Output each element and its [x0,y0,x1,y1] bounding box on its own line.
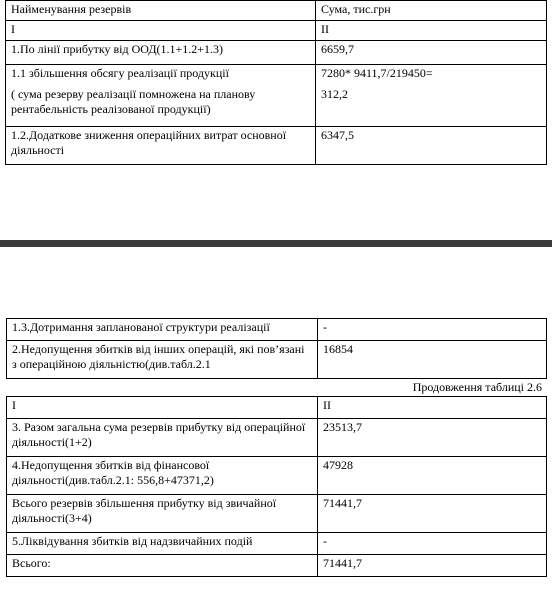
row-value: 23513,7 [318,419,547,457]
row-label: Всього резервів збільшення прибутку від звичайної діяльності(3+4) [7,495,318,533]
row-value: - [318,533,547,555]
roman-numeral-row [6,21,547,41]
table-row [7,419,547,457]
roman-numeral-row [7,397,547,419]
row-value-cell [316,65,547,127]
table-row [7,533,547,555]
row-value-result: 312,2 [321,87,348,101]
row-value: - [318,319,547,341]
table-row [6,65,547,127]
row-label: 1.3.Дотримання запланованої структури реалізації [7,319,318,341]
header-reserve-name: Найменування резервів [6,1,316,21]
roman-col1: І [7,397,318,419]
row-label: 3. Разом загальна сума резервів прибутку від операційної діяльності(1+2) [7,419,318,457]
row-value: 47928 [318,457,547,495]
row-label: 2.Недопущення збитків від інших операцій, які пов’язані з операційною діяльністю(див.табл.2.1 [7,341,318,379]
header-amount: Сума, тис.грн [316,1,547,21]
table-row [7,457,547,495]
row-value: 71441,7 [318,495,547,533]
row-value: 6347,5 [316,127,547,165]
table-row [6,127,547,165]
table-row [7,341,547,379]
table-row [7,495,547,533]
row-value: 16854 [318,341,547,379]
table-header-row [6,1,547,21]
roman-col2: ІІ [318,397,547,419]
table-continuation-caption: Продовження таблиці 2.6 [412,380,542,394]
row-label: 1.По лінії прибутку від ООД(1.1+1.2+1.3) [6,41,316,65]
table-row [7,319,547,341]
total-label: Всього: [7,555,318,577]
row-label-cell [6,65,316,127]
row-label: 1.1 збільшення обсягу реалізації продукції [11,66,229,80]
reserves-table-middle [6,318,547,379]
row-label: 4.Недопущення збитків від фінансової діяльності(див.табл.2.1: 556,8+47371,2) [7,457,318,495]
total-value: 71441,7 [318,555,547,577]
page-break-divider [0,240,552,247]
table-row-total [7,555,547,577]
roman-col1: І [6,21,316,41]
row-label: 5.Ліквідування збитків від надзвичайних подій [7,533,318,555]
roman-col2: ІІ [316,21,547,41]
row-value-formula: 7280* 9411,7/219450= [321,66,433,80]
reserves-table-top [5,0,547,165]
row-value: 6659,7 [316,41,547,65]
row-label: 1.2.Додаткове зниження операційних витрат основної діяльності [6,127,316,165]
reserves-table-bottom [6,396,547,577]
table-row [6,41,547,65]
row-label-note: ( сума резерву реалізації помножена на планову рентабельність реалізованої продукції) [11,87,256,116]
